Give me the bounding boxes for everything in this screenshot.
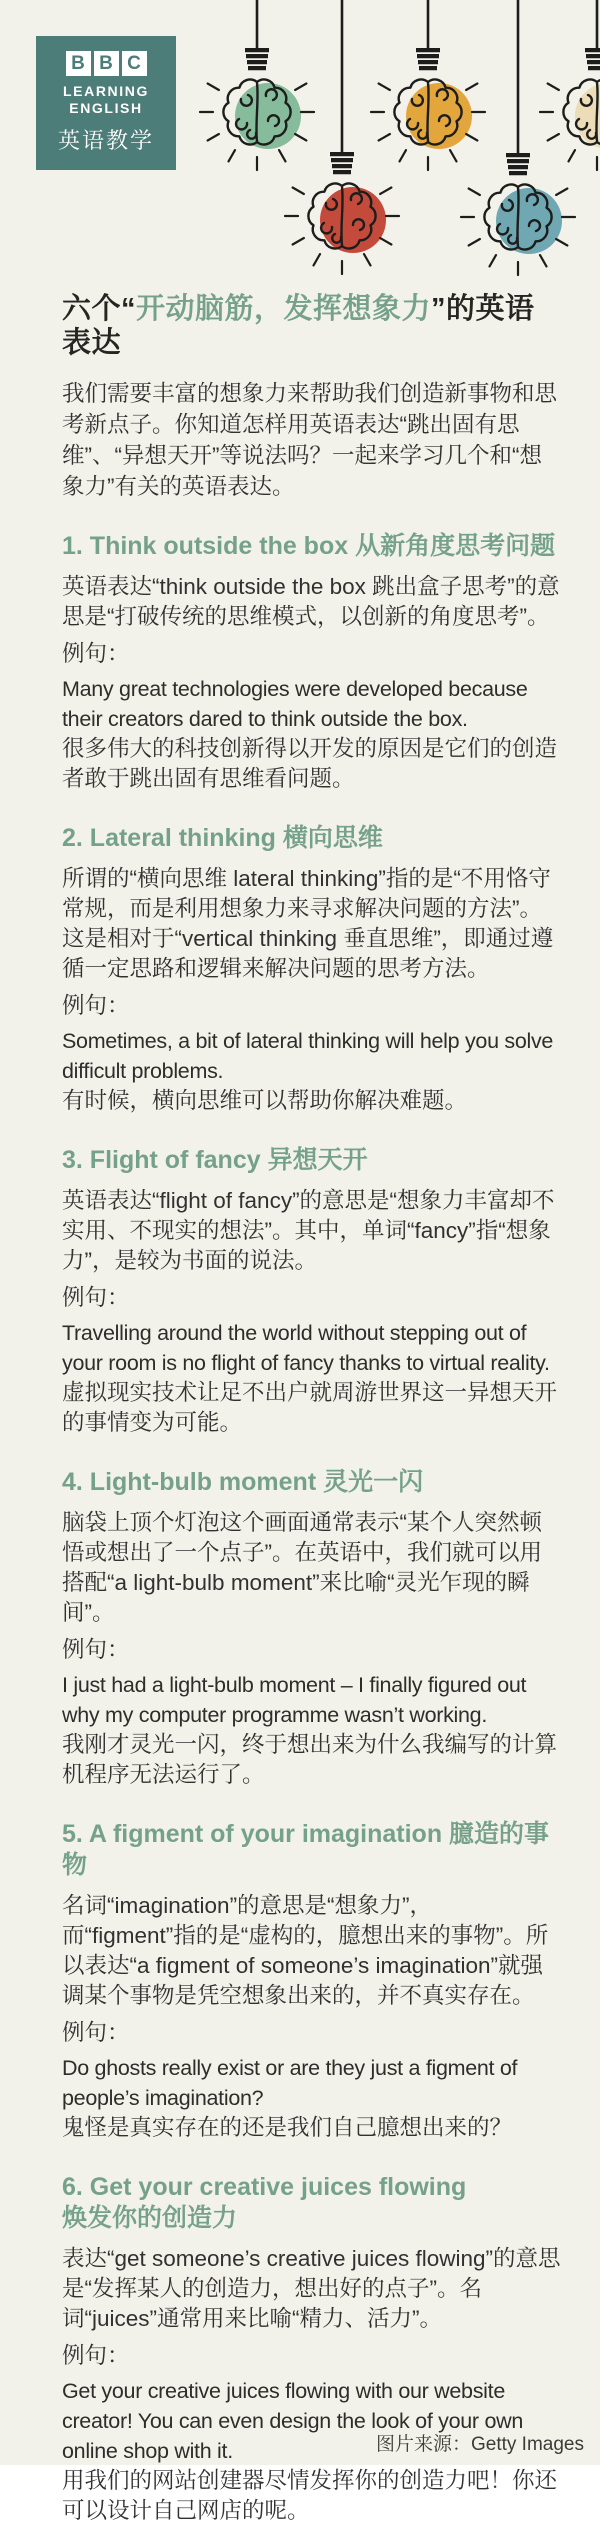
example-english: I just had a light-bulb moment – I finally figured out why my computer programme wasn’t working. bbox=[62, 1673, 527, 1727]
title-highlight: 开动脑筋，发挥想象力 bbox=[136, 293, 432, 325]
bbc-letter-box: C bbox=[122, 51, 147, 76]
heading-line: 5. A figment of your imagination 臆造的事物 bbox=[62, 1820, 550, 1879]
section-light-bulb-moment bbox=[62, 1467, 562, 1790]
section-heading bbox=[62, 1145, 562, 1176]
logo-english-text: ENGLISH bbox=[69, 100, 143, 116]
example-label: 例句： bbox=[62, 641, 130, 666]
logo-learning-text: LEARNING bbox=[63, 83, 149, 100]
bbc-learning-english-logo bbox=[36, 36, 176, 170]
example-english: Many great technologies were developed because their creators dared to think outside the box. bbox=[62, 677, 528, 731]
definition-text: 名词“imagination”的意思是“想象力”，而“figment”指的是“虚构的，臆想出来的事物”。所以表达“a figment of someone’s imagination”就强调某个事物是凭空想象出来的，并不真实存在。 bbox=[62, 1893, 549, 2008]
article-content bbox=[0, 288, 600, 2526]
example-chinese: 鬼怪是真实存在的还是我们自己臆想出来的？ bbox=[62, 2115, 513, 2140]
example-label: 例句： bbox=[62, 1285, 130, 1310]
example-chinese: 用我们的网站创建器尽情发挥你的创造力吧！你还可以设计自己网店的呢。 bbox=[62, 2468, 558, 2523]
example-chinese: 有时候，横向思维可以帮助你解决难题。 bbox=[62, 1088, 468, 1113]
example-label: 例句： bbox=[62, 993, 130, 1018]
section-heading bbox=[62, 1819, 562, 1881]
section-flight-of-fancy bbox=[62, 1145, 562, 1438]
lightbulb-beige bbox=[540, 0, 600, 170]
example-chinese: 很多伟大的科技创新得以开发的原因是它们的创造者敢于跳出固有思维看问题。 bbox=[62, 736, 558, 791]
section-figment-of-imagination bbox=[62, 1819, 562, 2143]
section-lateral-thinking bbox=[62, 823, 562, 1116]
example-chinese: 虚拟现实技术让足不出户就周游世界这一异想天开的事情变为可能。 bbox=[62, 1380, 558, 1435]
example-label: 例句： bbox=[62, 2020, 130, 2045]
section-heading bbox=[62, 823, 562, 854]
section-heading bbox=[62, 531, 562, 562]
heading-line: 1. Think outside the box 从新角度思考问题 bbox=[62, 532, 556, 560]
lightbulb-orange bbox=[371, 0, 485, 170]
lightbulb-blue bbox=[461, 0, 575, 275]
example-english: Travelling around the world without stepping out of your room is no flight of fancy thanks to virtual reality. bbox=[62, 1321, 550, 1375]
heading-line: 3. Flight of fancy 异想天开 bbox=[62, 1146, 368, 1174]
page-title bbox=[62, 292, 562, 360]
heading-line: 4. Light-bulb moment 灵光一闪 bbox=[62, 1468, 424, 1496]
heading-line: 6. Get your creative juices flowing bbox=[62, 2173, 467, 2201]
definition-text: 英语表达“flight of fancy”的意思是“想象力丰富却不实用、不现实的想法”。其中，单词“fancy”指“想象力”，是较为书面的说法。 bbox=[62, 1188, 555, 1273]
section-think-outside-the-box bbox=[62, 531, 562, 794]
logo-chinese-text: 英语教学 bbox=[57, 127, 154, 153]
section-heading bbox=[62, 2172, 562, 2234]
title-prefix: 六个“ bbox=[62, 293, 137, 325]
bbc-letter-box: B bbox=[94, 51, 119, 76]
example-english: Sometimes, a bit of lateral thinking will help you solve difficult problems. bbox=[62, 1029, 554, 1083]
lightbulb-green bbox=[200, 0, 314, 170]
bbc-letter-box: B bbox=[66, 51, 91, 76]
heading-line: 2. Lateral thinking 横向思维 bbox=[62, 824, 383, 852]
bbc-logo-letters bbox=[66, 51, 147, 76]
definition-text: 表达“get someone’s creative juices flowing”的意思是“发挥某人的创造力，想出好的点子”。名词“juices”通常用来比喻“精力、活力”。 bbox=[62, 2246, 561, 2331]
section-heading bbox=[62, 1467, 562, 1498]
definition-text: 脑袋上顶个灯泡这个画面通常表示“某个人突然顿悟或想出了一个点子”。在英语中，我们就可以用搭配“a light-bulb moment”来比喻“灵光乍现的瞬间”。 bbox=[62, 1510, 542, 1625]
image-credit: 图片来源：Getty Images bbox=[376, 2434, 584, 2455]
heading-line-2: 焕发你的创造力 bbox=[62, 2204, 238, 2232]
intro-paragraph: 我们需要丰富的想象力来帮助我们创造新事物和思考新点子。你知道怎样用英语表达“跳出固有思维”、“异想天开”等说法吗？一起来学习几个和“想象力”有关的英语表达。 bbox=[62, 381, 558, 499]
example-english: Do ghosts really exist or are they just a figment of people’s imagination? bbox=[62, 2056, 518, 2110]
example-english: Get your creative juices flowing with our website creator! You can even design the look of your own online shop with it. bbox=[62, 2379, 524, 2463]
section-creative-juices-flowing bbox=[62, 2172, 562, 2526]
example-label: 例句： bbox=[62, 2343, 130, 2368]
example-label: 例句： bbox=[62, 1637, 130, 1662]
header bbox=[0, 0, 600, 288]
title-suffix: ”的英语表达 bbox=[62, 293, 535, 359]
example-chinese: 我刚才灵光一闪，终于想出来为什么我编写的计算机程序无法运行了。 bbox=[62, 1732, 558, 1787]
definition-text: 英语表达“think outside the box 跳出盒子思考”的意思是“打破传统的思维模式，以创新的角度思考”。 bbox=[62, 574, 560, 629]
definition-text: 所谓的“横向思维 lateral thinking”指的是“不用恪守常规，而是利用想象力来寻求解决问题的方法”。这是相对于“vertical thinking 垂直思维”，即通过遵循一定思路和逻辑来解决问题的思考方法。 bbox=[62, 866, 554, 981]
